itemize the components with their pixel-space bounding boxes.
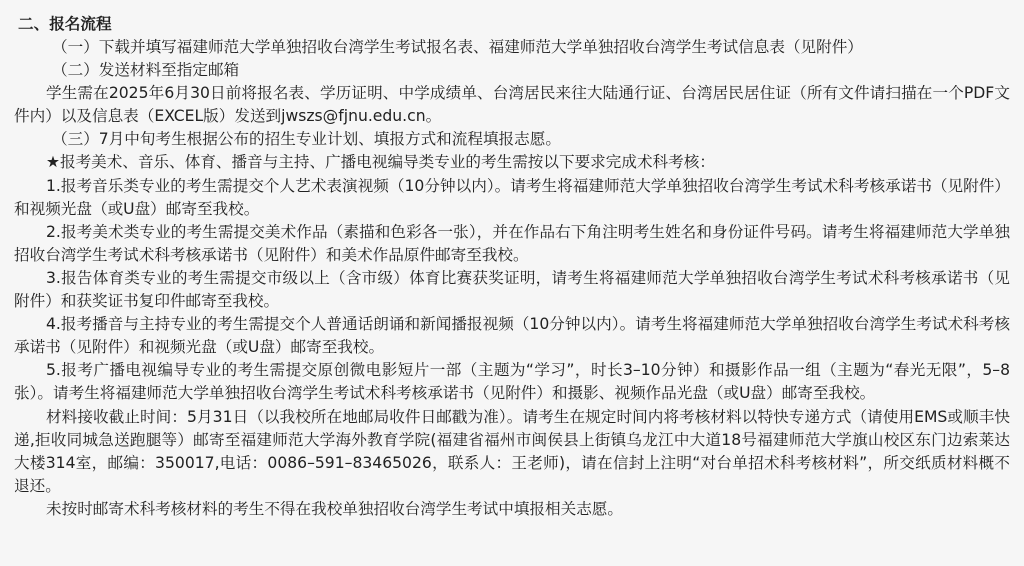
step-two-send-materials: （二）发送材料至指定邮箱 — [52, 61, 240, 80]
step-one-download: （一）下载并填写福建师范大学单独招收台湾学生考试报名表、福建师范大学单独招收台湾学生考试信息表（见附件） — [52, 38, 863, 56]
section-heading: 二、报名流程 — [18, 15, 112, 33]
art-exam-item-film-directing: 5.报考广播电视编导专业的考生需提交原创微电影短片一部（主题为“学习”，时长3–10分钟）和摄影作品一组（主题为“春光无限”，5–8张）。请考生将福建师范大学单独招收台湾学生考试术科考核承诺书（见附件）和摄影、视频作品光盘（或U盘）邮寄至我校。 — [14, 361, 1010, 403]
art-exam-item-music: 1.报考音乐类专业的考生需提交个人艺术表演视频（10分钟以内）。请考生将福建师范大学单独招收台湾学生考试术科考核承诺书（见附件）和视频光盘（或U盘）邮寄至我校。 — [14, 176, 1010, 218]
late-submission-note: 未按时邮寄术科考核材料的考生不得在我校单独招收台湾学生考试中填报相关志愿。 — [46, 499, 623, 518]
art-exam-item-fine-arts: 2.报考美术类专业的考生需提交美术作品（素描和色彩各一张），并在作品右下角注明考生姓名和身份证件号码。请考生将福建师范大学单独招收台湾学生考试术科考核承诺书（见附件）和美术作品原件邮寄至我校。 — [14, 222, 1010, 264]
art-exam-item-sports: 3.报告体育类专业的考生需提交市级以上（含市级）体育比赛获奖证明，请考生将福建师范大学单独招收台湾学生考试术科考核承诺书（见附件）和获奖证书复印件邮寄至我校。 — [14, 268, 1010, 311]
materials-deadline: 材料接收截止时间：5月31日（以我校所在地邮局收件日邮戳为准）。请考生在规定时间内将考核材料以特快专递方式（请使用EMS或顺丰快递,拒收同城急送跑腿等）邮寄至福建师范大学海外教育学院(福建省福州市闽侯县上街镇乌龙江中大道18号福建师范大学旗山校区东门边索莱达大楼314室，邮编：350017,电话：0086–591–83465026，联系人：王老师)，请在信封上注明“对台单招术科考核材料”，所交纸质材料概不退还。 — [14, 407, 1010, 495]
step-three-preferences: （三）7月中旬考生根据公布的招生专业计划、填报方式和流程填报志愿。 — [52, 130, 561, 149]
step-two-details: 学生需在2025年6月30日前将报名表、学历证明、中学成绩单、台湾居民来往大陆通行证、台湾居民居住证（所有文件请扫描在一个PDF文件内）以及信息表（EXCEL版）发送到jwszs@fjnu.edu.cn。 — [14, 84, 1010, 126]
art-exam-item-broadcasting: 4.报考播音与主持专业的考生需提交个人普通话朗诵和新闻播报视频（10分钟以内）。请考生将福建师范大学单独招收台湾学生考试术科考核承诺书（见附件）和视频光盘（或U盘）邮寄至我校。 — [14, 315, 1010, 357]
art-exam-notice: ★报考美术、音乐、体育、播音与主持、广播电视编导类专业的考生需按以下要求完成术科考核： — [46, 153, 715, 172]
document-body — [0, 12, 1024, 521]
